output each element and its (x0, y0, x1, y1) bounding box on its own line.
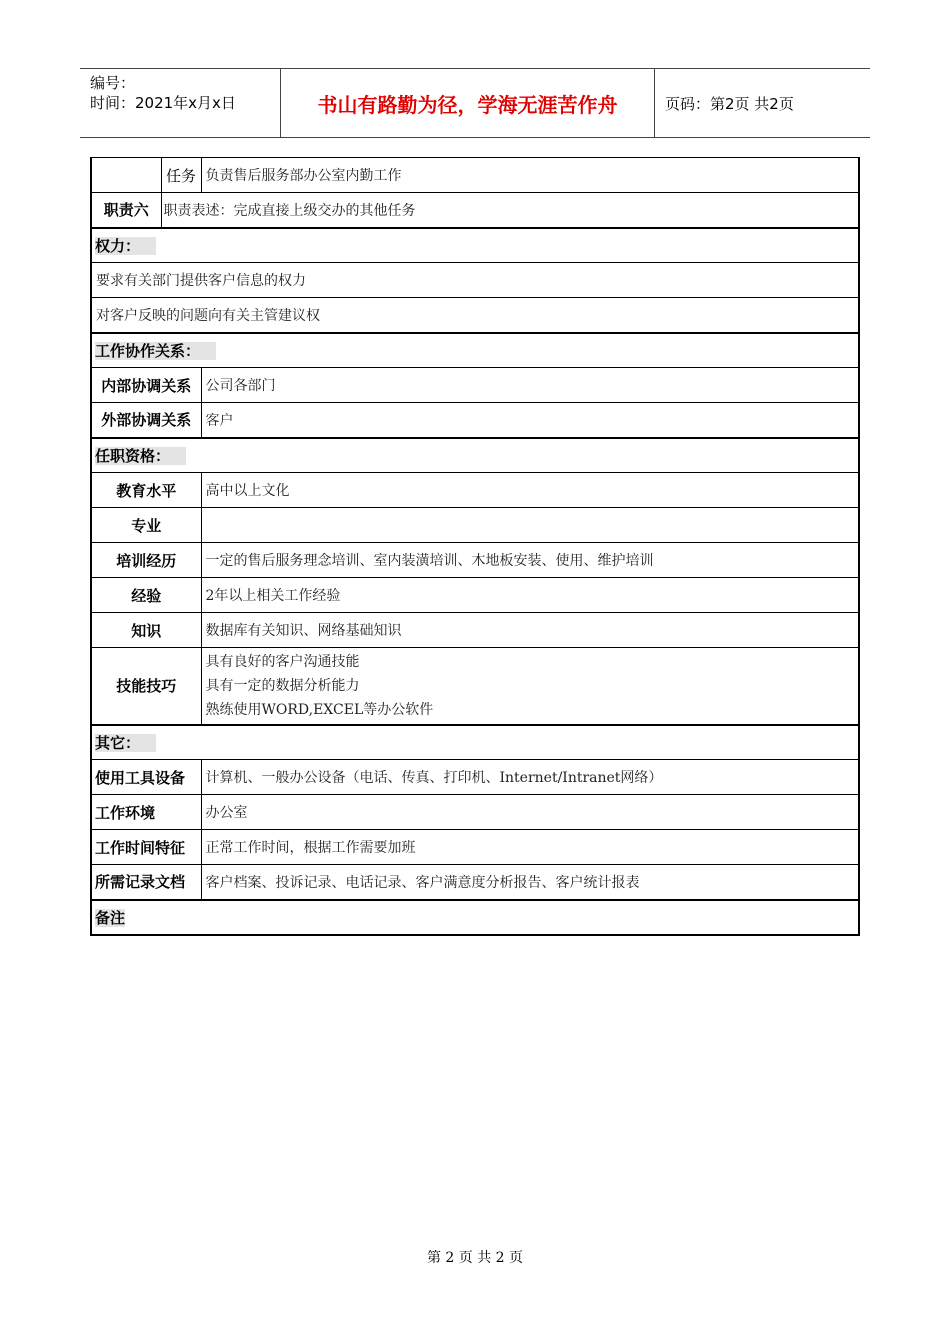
duty6-label: 职责六 (91, 193, 161, 228)
task-label: 任务 (161, 158, 201, 193)
education-value: 高中以上文化 (201, 473, 859, 508)
qualifications-section-title: 任职资格： (91, 438, 859, 473)
others-section-title: 其它： (91, 725, 859, 760)
skills-value (201, 648, 859, 725)
duty6-row (91, 193, 859, 228)
relations-section-title: 工作协作关系： (91, 333, 859, 368)
environment-value: 办公室 (201, 795, 859, 830)
knowledge-value: 数据库有关知识、网络基础知识 (201, 613, 859, 648)
task-blank-cell (91, 158, 161, 193)
power-item-2: 对客户反映的问题向有关主管建议权 (91, 298, 859, 333)
duty6-value: 职责表述：完成直接上级交办的其他任务 (161, 193, 859, 228)
power-item-row (91, 298, 859, 333)
page-footer: 第 2 页 共 2 页 (426, 1250, 524, 1266)
training-row (91, 543, 859, 578)
work-time-value: 正常工作时间，根据工作需要加班 (201, 830, 859, 865)
major-value (201, 508, 859, 543)
documents-value: 客户档案、投诉记录、电话记录、客户满意度分析报告、客户统计报表 (201, 865, 859, 900)
header-meta (80, 69, 281, 137)
education-row (91, 473, 859, 508)
environment-row (91, 795, 859, 830)
job-description-table (90, 157, 860, 936)
doc-number-label: 编号： (90, 74, 136, 92)
notes-row (91, 900, 859, 935)
power-item-1: 要求有关部门提供客户信息的权力 (91, 263, 859, 298)
internal-relation-row (91, 368, 859, 403)
notes-title: 备注 (91, 900, 859, 935)
relations-section-row (91, 333, 859, 368)
work-time-row (91, 830, 859, 865)
knowledge-label: 知识 (91, 613, 201, 648)
tools-label: 使用工具设备 (91, 760, 201, 795)
major-label: 专业 (91, 508, 201, 543)
tools-row (91, 760, 859, 795)
header-motto: 书山有路勤为径，学海无涯苦作舟 (281, 69, 655, 137)
others-section-row (91, 725, 859, 760)
major-row (91, 508, 859, 543)
power-section-title: 权力： (91, 228, 859, 263)
work-time-label: 工作时间特征 (91, 830, 201, 865)
skills-line-1: 具有良好的客户沟通技能 (205, 653, 360, 670)
experience-value: 2年以上相关工作经验 (201, 578, 859, 613)
internal-relation-value: 公司各部门 (201, 368, 859, 403)
power-section-row (91, 228, 859, 263)
documents-label: 所需记录文档 (91, 865, 201, 900)
education-label: 教育水平 (91, 473, 201, 508)
training-label: 培训经历 (91, 543, 201, 578)
skills-label: 技能技巧 (91, 648, 201, 725)
external-relation-value: 客户 (201, 403, 859, 438)
internal-relation-label: 内部协调关系 (91, 368, 201, 403)
header-page-info: 页码：第2页 共2页 (665, 94, 794, 113)
tools-value: 计算机、一般办公设备（电话、传真、打印机、Internet/Intranet网络） (201, 760, 859, 795)
task-value: 负责售后服务部办公室内勤工作 (201, 158, 859, 193)
knowledge-row (91, 613, 859, 648)
skills-row (91, 648, 859, 725)
training-value: 一定的售后服务理念培训、室内装潢培训、木地板安装、使用、维护培训 (201, 543, 859, 578)
external-relation-row (91, 403, 859, 438)
external-relation-label: 外部协调关系 (91, 403, 201, 438)
documents-row (91, 865, 859, 900)
experience-row (91, 578, 859, 613)
environment-label: 工作环境 (91, 795, 201, 830)
skills-line-3: 熟练使用WORD,EXCEL等办公软件 (205, 701, 434, 718)
page-header (80, 68, 870, 138)
experience-label: 经验 (91, 578, 201, 613)
skills-line-2: 具有一定的数据分析能力 (205, 677, 360, 694)
doc-time-label: 时间：2021年x月x日 (90, 94, 236, 112)
power-item-row (91, 263, 859, 298)
qualifications-section-row (91, 438, 859, 473)
task-row (91, 158, 859, 193)
